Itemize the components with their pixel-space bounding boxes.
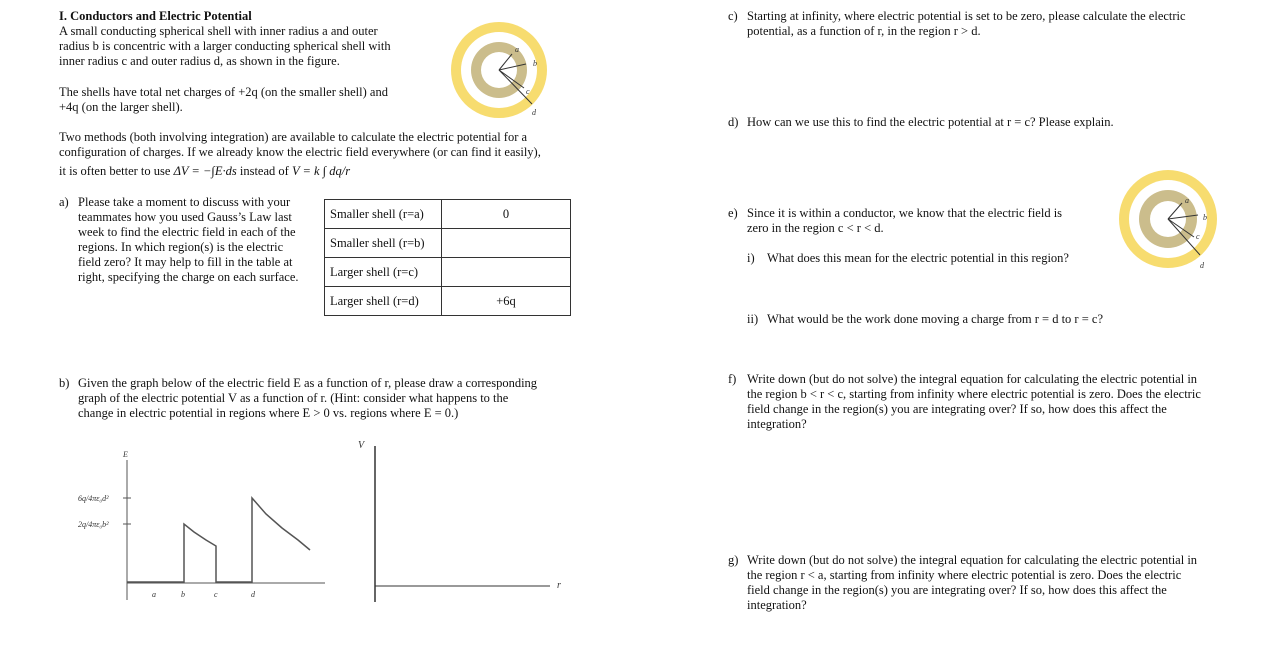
label-d: d bbox=[532, 108, 536, 117]
q-g-line: integration? bbox=[747, 598, 807, 612]
table-cell-surface: Smaller shell (r=a) bbox=[325, 200, 442, 229]
question-f-label: f) bbox=[728, 372, 737, 386]
q-a-line: right, specifying the charge on each surface. bbox=[78, 270, 299, 284]
q-a-line: Please take a moment to discuss with your bbox=[78, 195, 291, 209]
question-c-text bbox=[747, 9, 1232, 39]
q-e-line: Since it is within a conductor, we know that the electric field is bbox=[747, 206, 1063, 220]
q-f-line: integration? bbox=[747, 417, 807, 431]
question-e-text bbox=[747, 206, 1092, 236]
q-f-line: the region b < r < c, starting from infinity where electric potential is zero. Does the electric bbox=[747, 387, 1201, 401]
question-g-label: g) bbox=[728, 553, 739, 567]
label-c: c bbox=[1196, 232, 1200, 241]
q-g-line: Write down (but do not solve) the integral equation for calculating the electric potential in bbox=[747, 553, 1198, 567]
q-a-line: teammates how you used Gauss’s Law last bbox=[78, 210, 292, 224]
label-a: a bbox=[515, 45, 519, 54]
q-f-line: field change in the region(s) you are integrating over? If so, how does this affect the bbox=[747, 402, 1167, 416]
table-cell-surface: Larger shell (r=c) bbox=[325, 258, 442, 287]
methods-paragraph bbox=[59, 130, 599, 179]
question-e-ii-text: What would be the work done moving a charge from r = d to r = c? bbox=[767, 312, 1103, 326]
q-e-line: zero in the region c < r < d. bbox=[747, 221, 884, 235]
question-e-label: e) bbox=[728, 206, 738, 220]
e-tick-2q: 2q/4πε₀b² bbox=[78, 520, 109, 529]
label-d: d bbox=[1200, 261, 1204, 270]
e-xtick-d: d bbox=[251, 590, 255, 599]
q-a-line: regions. In which region(s) is the electric bbox=[78, 240, 284, 254]
intro-paragraph bbox=[59, 24, 419, 69]
v-axis-label: V bbox=[358, 440, 365, 451]
table-cell-surface: Larger shell (r=d) bbox=[325, 287, 442, 316]
question-b-text bbox=[78, 376, 578, 421]
q-c-line: potential, as a function of r, in the region r > d. bbox=[747, 24, 981, 38]
q-g-line: field change in the region(s) you are integrating over? If so, how does this affect the bbox=[747, 583, 1167, 597]
question-e-i-text: What does this mean for the electric potential in this region? bbox=[767, 251, 1069, 265]
section-title: I. Conductors and Electric Potential bbox=[59, 9, 252, 23]
q-a-line: field zero? It may help to fill in the table at bbox=[78, 255, 293, 269]
charges-line-2: +4q (on the larger shell). bbox=[59, 100, 183, 114]
question-d-label: d) bbox=[728, 115, 739, 129]
intro-line-1: A small conducting spherical shell with inner radius a and outer bbox=[59, 24, 378, 38]
q-b-line: change in electric potential in regions where E > 0 vs. regions where E = 0.) bbox=[78, 406, 459, 420]
intro-line-3: inner radius c and outer radius d, as shown in the figure. bbox=[59, 54, 340, 68]
e-axis-label: E bbox=[123, 450, 128, 459]
charges-paragraph bbox=[59, 85, 419, 115]
v-axis-r-label: r bbox=[557, 580, 561, 591]
methods-line-1: Two methods (both involving integration) are available to calculate the electric potential for a bbox=[59, 130, 528, 144]
methods-pre: it is often better to use bbox=[59, 164, 171, 178]
table-row bbox=[325, 229, 571, 258]
question-e-i-label: i) bbox=[747, 251, 755, 265]
e-field-curve bbox=[127, 498, 310, 582]
methods-mid: instead of bbox=[239, 164, 289, 178]
e-xtick-b: b bbox=[181, 590, 185, 599]
shell-figure-right bbox=[1114, 165, 1228, 275]
table-cell-surface: Smaller shell (r=b) bbox=[325, 229, 442, 258]
question-f-text bbox=[747, 372, 1239, 432]
table-cell-charge[interactable]: +6q bbox=[442, 287, 571, 316]
label-c: c bbox=[526, 87, 530, 96]
v-potential-graph[interactable] bbox=[350, 436, 580, 608]
table-cell-charge[interactable] bbox=[442, 229, 571, 258]
label-b: b bbox=[533, 59, 537, 68]
question-b-label: b) bbox=[59, 376, 70, 390]
charge-table bbox=[324, 199, 571, 316]
q-g-line: the region r < a, starting from infinity where electric potential is zero. Does the electric bbox=[747, 568, 1182, 582]
intro-line-2: radius b is concentric with a larger conducting spherical shell with bbox=[59, 39, 391, 53]
q-b-line: graph of the electric potential V as a function of r. (Hint: consider what happens to the bbox=[78, 391, 509, 405]
shell-figure bbox=[444, 18, 558, 122]
label-b: b bbox=[1203, 213, 1207, 222]
formula-v: V = k ∫ dq/r bbox=[291, 164, 351, 178]
q-a-line: week to find the electric field in each of the bbox=[78, 225, 296, 239]
question-d-text bbox=[747, 115, 1232, 130]
methods-line-3 bbox=[59, 164, 599, 179]
table-row bbox=[325, 287, 571, 316]
methods-line-2: configuration of charges. If we already know the electric field everywhere (or can find it easily), bbox=[59, 145, 541, 159]
table-row bbox=[325, 200, 571, 229]
table-cell-charge[interactable] bbox=[442, 258, 571, 287]
q-f-line: Write down (but do not solve) the integral equation for calculating the electric potential in bbox=[747, 372, 1198, 386]
charges-line-1: The shells have total net charges of +2q (on the smaller shell) and bbox=[59, 85, 388, 99]
question-a-text bbox=[78, 195, 323, 285]
q-d-line: How can we use this to find the electric potential at r = c? Please explain. bbox=[747, 115, 1114, 129]
question-c-label: c) bbox=[728, 9, 738, 23]
question-a-label: a) bbox=[59, 195, 69, 209]
e-xtick-c: c bbox=[214, 590, 218, 599]
e-tick-6q: 6q/4πε₀d² bbox=[78, 494, 109, 503]
q-b-line: Given the graph below of the electric field E as a function of r, please draw a corresponding bbox=[78, 376, 538, 390]
e-xtick-a: a bbox=[152, 590, 156, 599]
formula-delta-v: ΔV = −∫E·ds bbox=[173, 164, 237, 178]
question-g-text bbox=[747, 553, 1239, 613]
table-row bbox=[325, 258, 571, 287]
label-a: a bbox=[1185, 196, 1189, 205]
q-c-line: Starting at infinity, where electric potential is set to be zero, please calculate the electric bbox=[747, 9, 1186, 23]
question-e-ii-label: ii) bbox=[747, 312, 759, 326]
table-cell-charge[interactable]: 0 bbox=[442, 200, 571, 229]
e-field-graph bbox=[60, 440, 340, 610]
